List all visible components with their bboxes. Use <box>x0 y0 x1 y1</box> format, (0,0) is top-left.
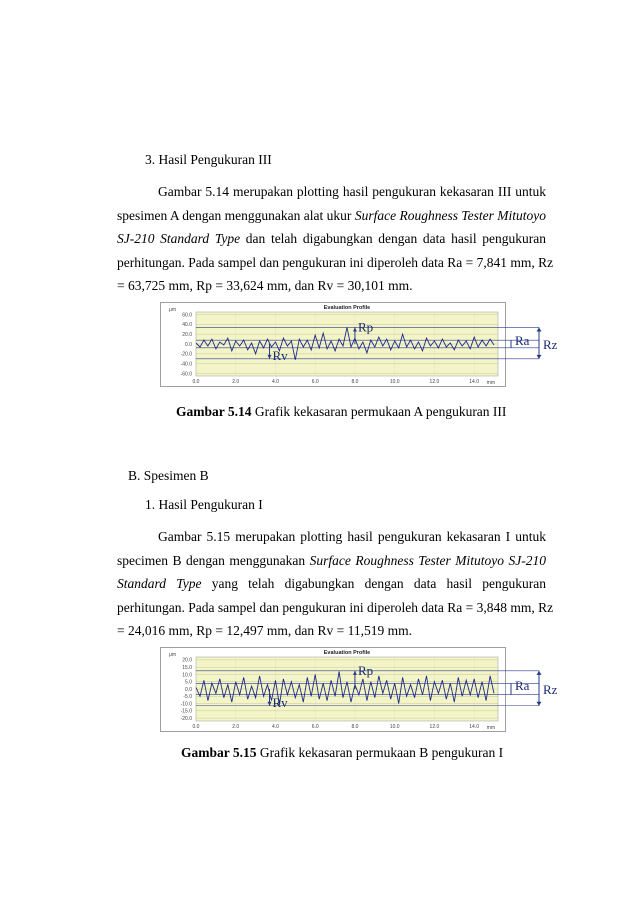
roughness-chart-a3 <box>160 302 560 388</box>
text-run: spesimen A dengan menggunakan alat ukur <box>117 207 355 223</box>
x-tick-label: 6.0 <box>311 724 319 730</box>
x-tick-label: 10.0 <box>389 724 400 730</box>
chart-title: Evaluation Profile <box>323 305 371 311</box>
paragraph-line <box>117 596 554 620</box>
y-tick-label: -20.0 <box>180 351 192 358</box>
x-unit-label: mm <box>486 380 495 386</box>
x-tick-label: 6.0 <box>311 379 319 385</box>
x-tick-label: 8.0 <box>351 379 359 385</box>
text-run: = 63,725 mm, Rp = 33,624 mm, dan Rv = 30,101 mm. <box>117 278 413 293</box>
rz-label: Rz <box>543 337 558 352</box>
y-unit-label: μm <box>169 652 177 658</box>
x-tick-label: 8.0 <box>351 724 359 730</box>
y-tick-label: 20.0 <box>182 657 192 664</box>
caption-text: Grafik kekasaran permukaan B pengukuran I <box>256 745 504 760</box>
figure-caption-5-14 <box>176 404 506 420</box>
rz-arrowhead-bottom <box>537 355 542 359</box>
text-run: yang telah digabungkan dengan data hasil pengukuran <box>201 576 546 591</box>
y-tick-label: -15.0 <box>180 708 192 715</box>
y-tick-label: -40.0 <box>180 361 192 368</box>
italic-text: SJ-210 Standard Type <box>117 231 241 246</box>
y-tick-label: 0.0 <box>185 341 192 348</box>
paragraph-line <box>117 251 554 275</box>
rz-arrowhead-top <box>537 327 542 331</box>
y-tick-label: -20.0 <box>180 715 192 722</box>
rz-arrowhead-top <box>537 671 542 675</box>
text-run: dan telah digabungkan dengan data hasil pengukuran <box>240 231 546 246</box>
y-tick-label: 40.0 <box>182 322 192 329</box>
x-tick-label: 0.0 <box>192 379 200 385</box>
text-run: perhitungan. Pada sampel dan pengukuran ini diperoleh data Ra = 7,841 mm, Rz <box>117 254 554 270</box>
y-tick-label: 5.0 <box>185 679 192 686</box>
caption-label: Gambar 5.15 <box>181 745 257 760</box>
x-tick-label: 2.0 <box>232 379 240 385</box>
x-tick-label: 14.0 <box>469 379 480 385</box>
rp-label: Rp <box>357 319 374 335</box>
paragraph-line <box>117 525 546 549</box>
y-tick-label: 0.0 <box>185 686 192 693</box>
rv-label: Rv <box>272 347 288 363</box>
x-tick-label: 2.0 <box>232 724 240 730</box>
paragraph-line <box>117 549 546 573</box>
rp-label: Rp <box>357 662 374 678</box>
y-tick-label: 60.0 <box>182 312 192 319</box>
paragraph-line <box>117 619 546 643</box>
section-heading-a3: 3. Hasil Pengukuran III <box>145 152 272 167</box>
x-tick-label: 14.0 <box>469 724 480 730</box>
roughness-chart-b1 <box>160 647 560 733</box>
x-tick-label: 12.0 <box>429 724 440 730</box>
rv-label: Rv <box>272 694 288 710</box>
x-tick-label: 10.0 <box>389 379 400 385</box>
caption-text: Grafik kekasaran permukaan A pengukuran III <box>251 404 507 419</box>
chart-b1-svg <box>160 647 560 733</box>
italic-text: Surface Roughness Tester Mitutoyo <box>354 207 547 223</box>
y-tick-label: 15.0 <box>182 664 192 671</box>
text-run: Gambar 5.14 merupakan plotting hasil pengukuran kekasaran III untuk <box>158 184 546 199</box>
y-tick-label: 20.0 <box>182 331 192 338</box>
italic-text: Standard Type <box>117 576 202 591</box>
paragraph-line <box>117 274 546 298</box>
y-tick-label: -5.0 <box>183 694 192 701</box>
caption-label: Gambar 5.14 <box>176 404 252 419</box>
x-tick-label: 4.0 <box>271 724 279 730</box>
text-run: = 24,016 mm, Rp = 12,497 mm, dan Rv = 11,519 mm. <box>117 623 412 638</box>
section-heading-b: B. Spesimen B <box>128 468 209 483</box>
paragraph-line <box>117 204 546 228</box>
y-tick-label: 10.0 <box>182 672 192 679</box>
subheading-b1: 1. Hasil Pengukuran I <box>145 497 263 512</box>
y-tick-label: -10.0 <box>180 701 192 708</box>
chart-a3-svg <box>160 302 560 388</box>
rz-arrowhead-bottom <box>537 702 542 706</box>
paragraph-line <box>117 180 546 204</box>
paragraph-line <box>117 227 546 251</box>
x-tick-label: 4.0 <box>271 379 279 385</box>
x-unit-label: mm <box>486 725 495 731</box>
paragraph-b1 <box>117 525 554 643</box>
text-run: perhitungan. Pada sampel dan pengukuran ini diperoleh data Ra = 3,848 mm, Rz <box>117 599 554 615</box>
y-unit-label: μm <box>169 307 177 313</box>
text-run: Gambar 5.15 merupakan plotting hasil pengukuran kekasaran I untuk <box>158 529 546 544</box>
paragraph-line <box>117 572 546 596</box>
figure-caption-5-15 <box>181 745 503 761</box>
rz-label: Rz <box>543 682 558 697</box>
ra-label: Ra <box>515 333 530 348</box>
ra-label: Ra <box>515 678 530 693</box>
x-tick-label: 12.0 <box>429 379 440 385</box>
paragraph-a3 <box>117 180 554 298</box>
y-tick-label: -60.0 <box>180 371 192 378</box>
italic-text: Surface Roughness Tester Mitutoyo SJ-210 <box>309 552 546 568</box>
chart-title: Evaluation Profile <box>323 650 371 656</box>
x-tick-label: 0.0 <box>192 724 200 730</box>
text-run: specimen B dengan menggunakan <box>117 552 310 568</box>
